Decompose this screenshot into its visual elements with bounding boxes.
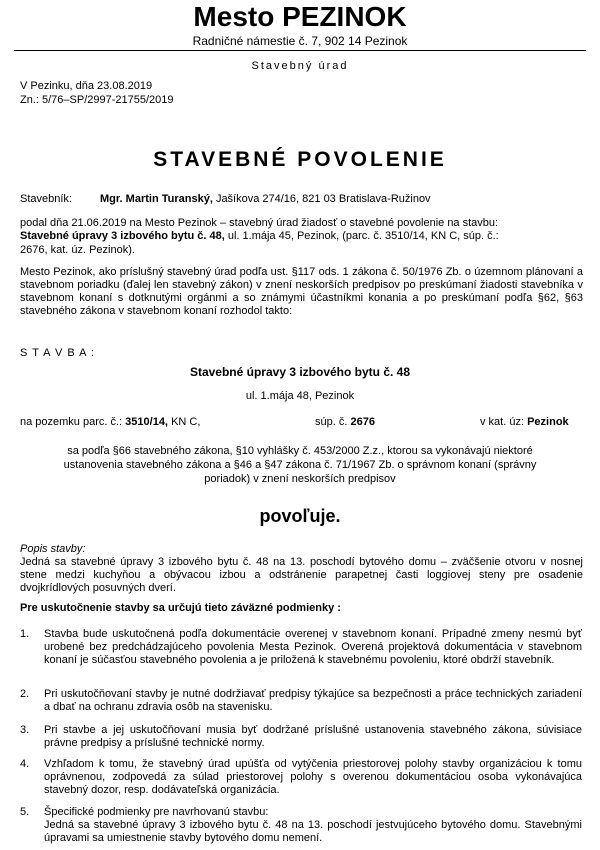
cadastral-value: Pezinok xyxy=(527,416,569,428)
condition-text: Stavba bude uskutočnená podľa dokumentácie overenej v stavebnom konaní. Prípadné zmeny nesmú byť urobené bez predchádzajúceho povolenia Mesta Pezinok. Overená projektová dokumentácia v stavebnom konaní je súčasťou stavebného povolenia a je priložená k stavebnému povoleniu, ktoré obdrží stavebník. xyxy=(44,628,582,666)
condition-number: 4. xyxy=(20,758,30,770)
request-line-1: podal dňa 21.06.2019 na Mesto Pezinok – stavebný úrad žiadosť o stavebné povolenie na stavbu: xyxy=(20,217,499,229)
legal-basis-line-2: ustanovenia stavebného zákona a §46 a §47 zákona č. 71/1967 Zb. o správnom konaní (správny xyxy=(63,459,537,471)
applicant-name: Mgr. Martin Turanský, xyxy=(100,193,213,205)
condition-text: Vzhľadom k tomu, že stavebný úrad upúšťa od vytýčenia priestorovej polohy stavby organizáciou k tomu oprávnenou, zodpovedá za súlad priestorovej polohy s overenou dokumentáciou osoba vykonávajúca stavebný dozor, resp. dodávateľská organizácia. xyxy=(44,758,582,796)
condition-text: Pri uskutočňovaní stavby je nutné dodržiavať predpisy týkajúce sa bezpečnosti a práce technických zariadení a dbať na ochranu zdravia osôb na stavenisku. xyxy=(44,688,582,713)
legal-basis-line-3: poriadok) v znení neskorších predpisov xyxy=(204,473,396,485)
stavba-label: S T A V B A : xyxy=(20,347,95,359)
cadastral-info xyxy=(480,416,569,428)
municipality-address: Radničné námestie č. 7, 902 14 Pezinok xyxy=(192,34,408,48)
municipality-title: Mesto PEZINOK xyxy=(193,1,407,32)
condition-text: Špecifické podmienky pre navrhovanú stavbu: Jedná sa stavebné úpravy 3 izbového bytu č. 48 na 13. poschodí jestvujúceho bytového domu. Stavebnými úpravami sa umiestnenie stavby bytového domu nemení. xyxy=(44,806,582,844)
parcel-prefix: na pozemku parc. č.: xyxy=(20,416,123,428)
parcel-register: KN C, xyxy=(171,416,201,428)
header-divider xyxy=(14,50,586,51)
applicant-address: Jašíkova 274/16, 821 03 Bratislava-Ružinov xyxy=(215,193,431,205)
condition-number: 2. xyxy=(20,688,30,700)
legal-basis-line-1: sa podľa §66 stavebného zákona, §10 vyhlášky č. 453/2000 Z.z., ktorou sa vykonávajú niektoré xyxy=(67,445,533,457)
sup-number: 2676 xyxy=(350,416,375,428)
condition-text: Pri stavbe a jej uskutočňovaní musia byť dodržané príslušné ustanovenia stavebného zákona, súvisiace právne predpisy a príslušné technické normy. xyxy=(44,724,582,749)
request-building-name: Stavebné úpravy 3 izbového bytu č. 48, xyxy=(20,230,225,242)
place-date: V Pezinku, dňa 23.08.2019 xyxy=(20,80,153,92)
stavba-name: Stavebné úpravy 3 izbového bytu č. 48 xyxy=(189,365,411,379)
parcel-info xyxy=(20,416,200,428)
sup-prefix: súp. č. xyxy=(315,416,348,428)
description-text: Jedná sa stavebné úpravy 3 izbového bytu č. 48 na 13. poschodí bytového domu – zväčšenie otvoru v nosnej stene medzi kuchyňou a obývacou izbou a odstránenie parapetnej časti loggiovej steny pre osadenie dvojkrídlových posuvných dverí. xyxy=(20,556,583,594)
conditions-heading: Pre uskutočnenie stavby sa určujú tieto záväzné podmienky : xyxy=(20,602,341,614)
condition-number: 3. xyxy=(20,724,30,736)
stavba-street: ul. 1.mája 48, Pezinok xyxy=(245,390,355,402)
parcel-number: 3510/14, xyxy=(125,416,168,428)
request-line-3: 2676, kat. úz. Pezinok). xyxy=(20,244,135,256)
request-line-2 xyxy=(20,230,499,242)
authority-paragraph: Mesto Pezinok, ako príslušný stavebný úrad podľa ust. §117 ods. 1 zákona č. 50/1976 Zb. o územnom plánovaní a stavebnom poriadku (ďalej len stavebný zákon) v znení neskorších predpisov po preskúmaní žiadosti stavebníka v stavebnom konaní s dotknutými orgánmi a so známymi účastníkmi konania a po preskúmaní podľa §62, §63 stavebného zákona v stavebnom konaní rozhodol takto: xyxy=(20,266,583,317)
decision-verb: povoľuje. xyxy=(259,506,341,526)
reference-number: Zn.: 5/76–SP/2997-21755/2019 xyxy=(20,94,174,106)
request-building-location: ul. 1.mája 45, Pezinok, (parc. č. 3510/14, KN C, súp. č.: xyxy=(224,230,499,242)
description-label: Popis stavby: xyxy=(20,543,86,555)
applicant-line xyxy=(100,193,431,205)
applicant-label: Stavebník: xyxy=(20,193,72,205)
condition-number: 5. xyxy=(20,806,30,818)
sup-info xyxy=(315,416,375,428)
condition-number: 1. xyxy=(20,628,30,640)
document-title: STAVEBNÉ POVOLENIE xyxy=(153,148,447,171)
cadastral-prefix: v kat. úz: xyxy=(480,416,525,428)
office-name: Stavebný úrad xyxy=(251,60,349,72)
